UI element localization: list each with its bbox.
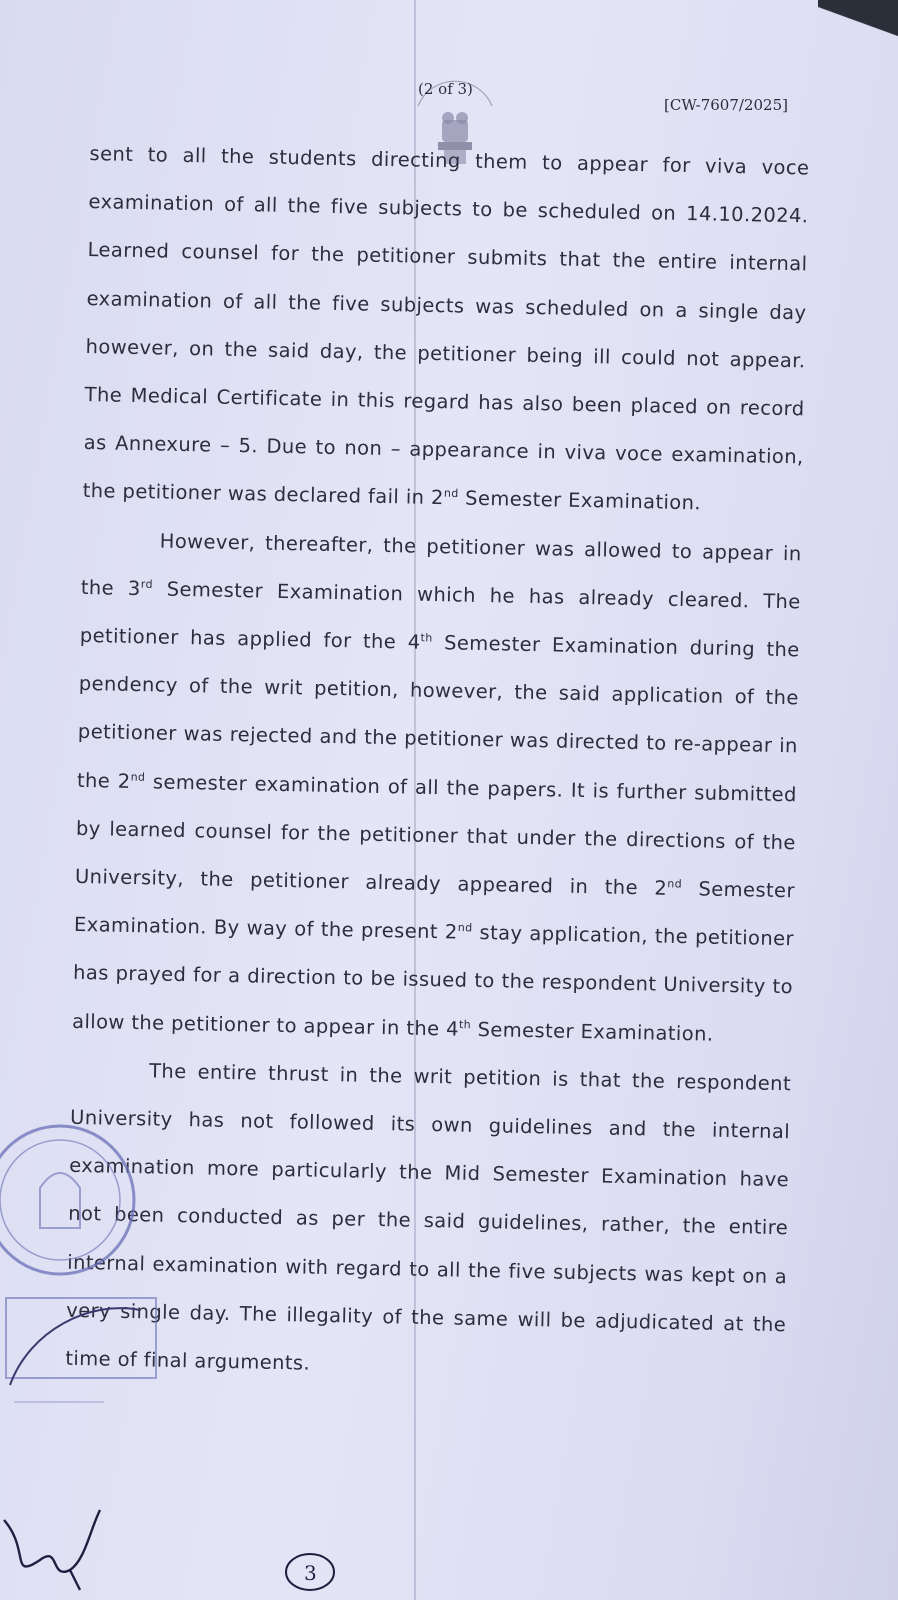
paragraph-2 [72,516,802,1061]
text-run: Semester Examination. [458,486,702,515]
ordinal-suffix: rd [140,577,154,591]
page-indicator: (2 of 3) [418,80,473,98]
ordinal-suffix: nd [667,877,683,891]
paragraph-3: The entire thrust in the writ petition is that the respondent University has not followed its own guidelines and the internal examination more particularly the Mid Semester Examination have not been conducted as per the said guidelines, rather, the entire internal examination with regard to all the five subjects was kept on a very single day. The illegality of the same will be adjudicated at the time of final arguments. [65,1059,792,1375]
order-body [65,130,810,1397]
text-run: stay application, the petitioner has prayed for a direction to be issued to the respondent University to allow the petitioner to appear in the 4 [71,921,795,1041]
case-number: [CW-7607/2025] [664,96,788,114]
official-stamp-box [0,1290,160,1420]
text-run: sent to all the students directing them to appear for viva voce examination of all the five subjects to be scheduled on 14.10.2024. Learned counsel for the petitioner submits that the entire internal examination of all the five subjects was scheduled on a single day however, on the said day, the petitioner being ill could not appear. The Medical Certificate in this regard has also been placed on record as Annexure – 5. Due to non – appearance in viva voce examination, the petitioner was declared fail in 2 [82,141,810,510]
court-seal-stamp [0,1108,160,1288]
text-run: Semester Examination. [470,1017,714,1046]
ordinal-suffix: th [458,1017,472,1031]
handwritten-number-text: 3 [304,1561,317,1585]
text-run: Semester Examination which he has already cleared. The petitioner has applied for the 4 [79,577,801,654]
text-run: Semester Examination. By way of the present 2 [73,877,796,944]
paragraph-1 [82,130,810,530]
ordinal-suffix: th [420,631,433,645]
ordinal-suffix: nd [457,921,473,935]
ordinal-suffix: nd [130,770,146,784]
text-run: However, thereafter, the petitioner was allowed to appear in the 3 [80,529,802,600]
text-run: Semester Examination during the pendency of the writ petition, however, the said application of the petitioner was rejected and the petitioner was directed to re-appear in the 2 [76,631,800,793]
handwritten-circled-number [280,1548,340,1594]
ordinal-suffix: nd [443,487,459,501]
page-corner-shadow [818,0,898,60]
handwritten-signature [0,1490,120,1600]
text-run: semester examination of all the papers. It is further submitted by learned counsel for the petitioner that under the directions of the University, the petitioner already appeared in the 2 [74,769,798,900]
